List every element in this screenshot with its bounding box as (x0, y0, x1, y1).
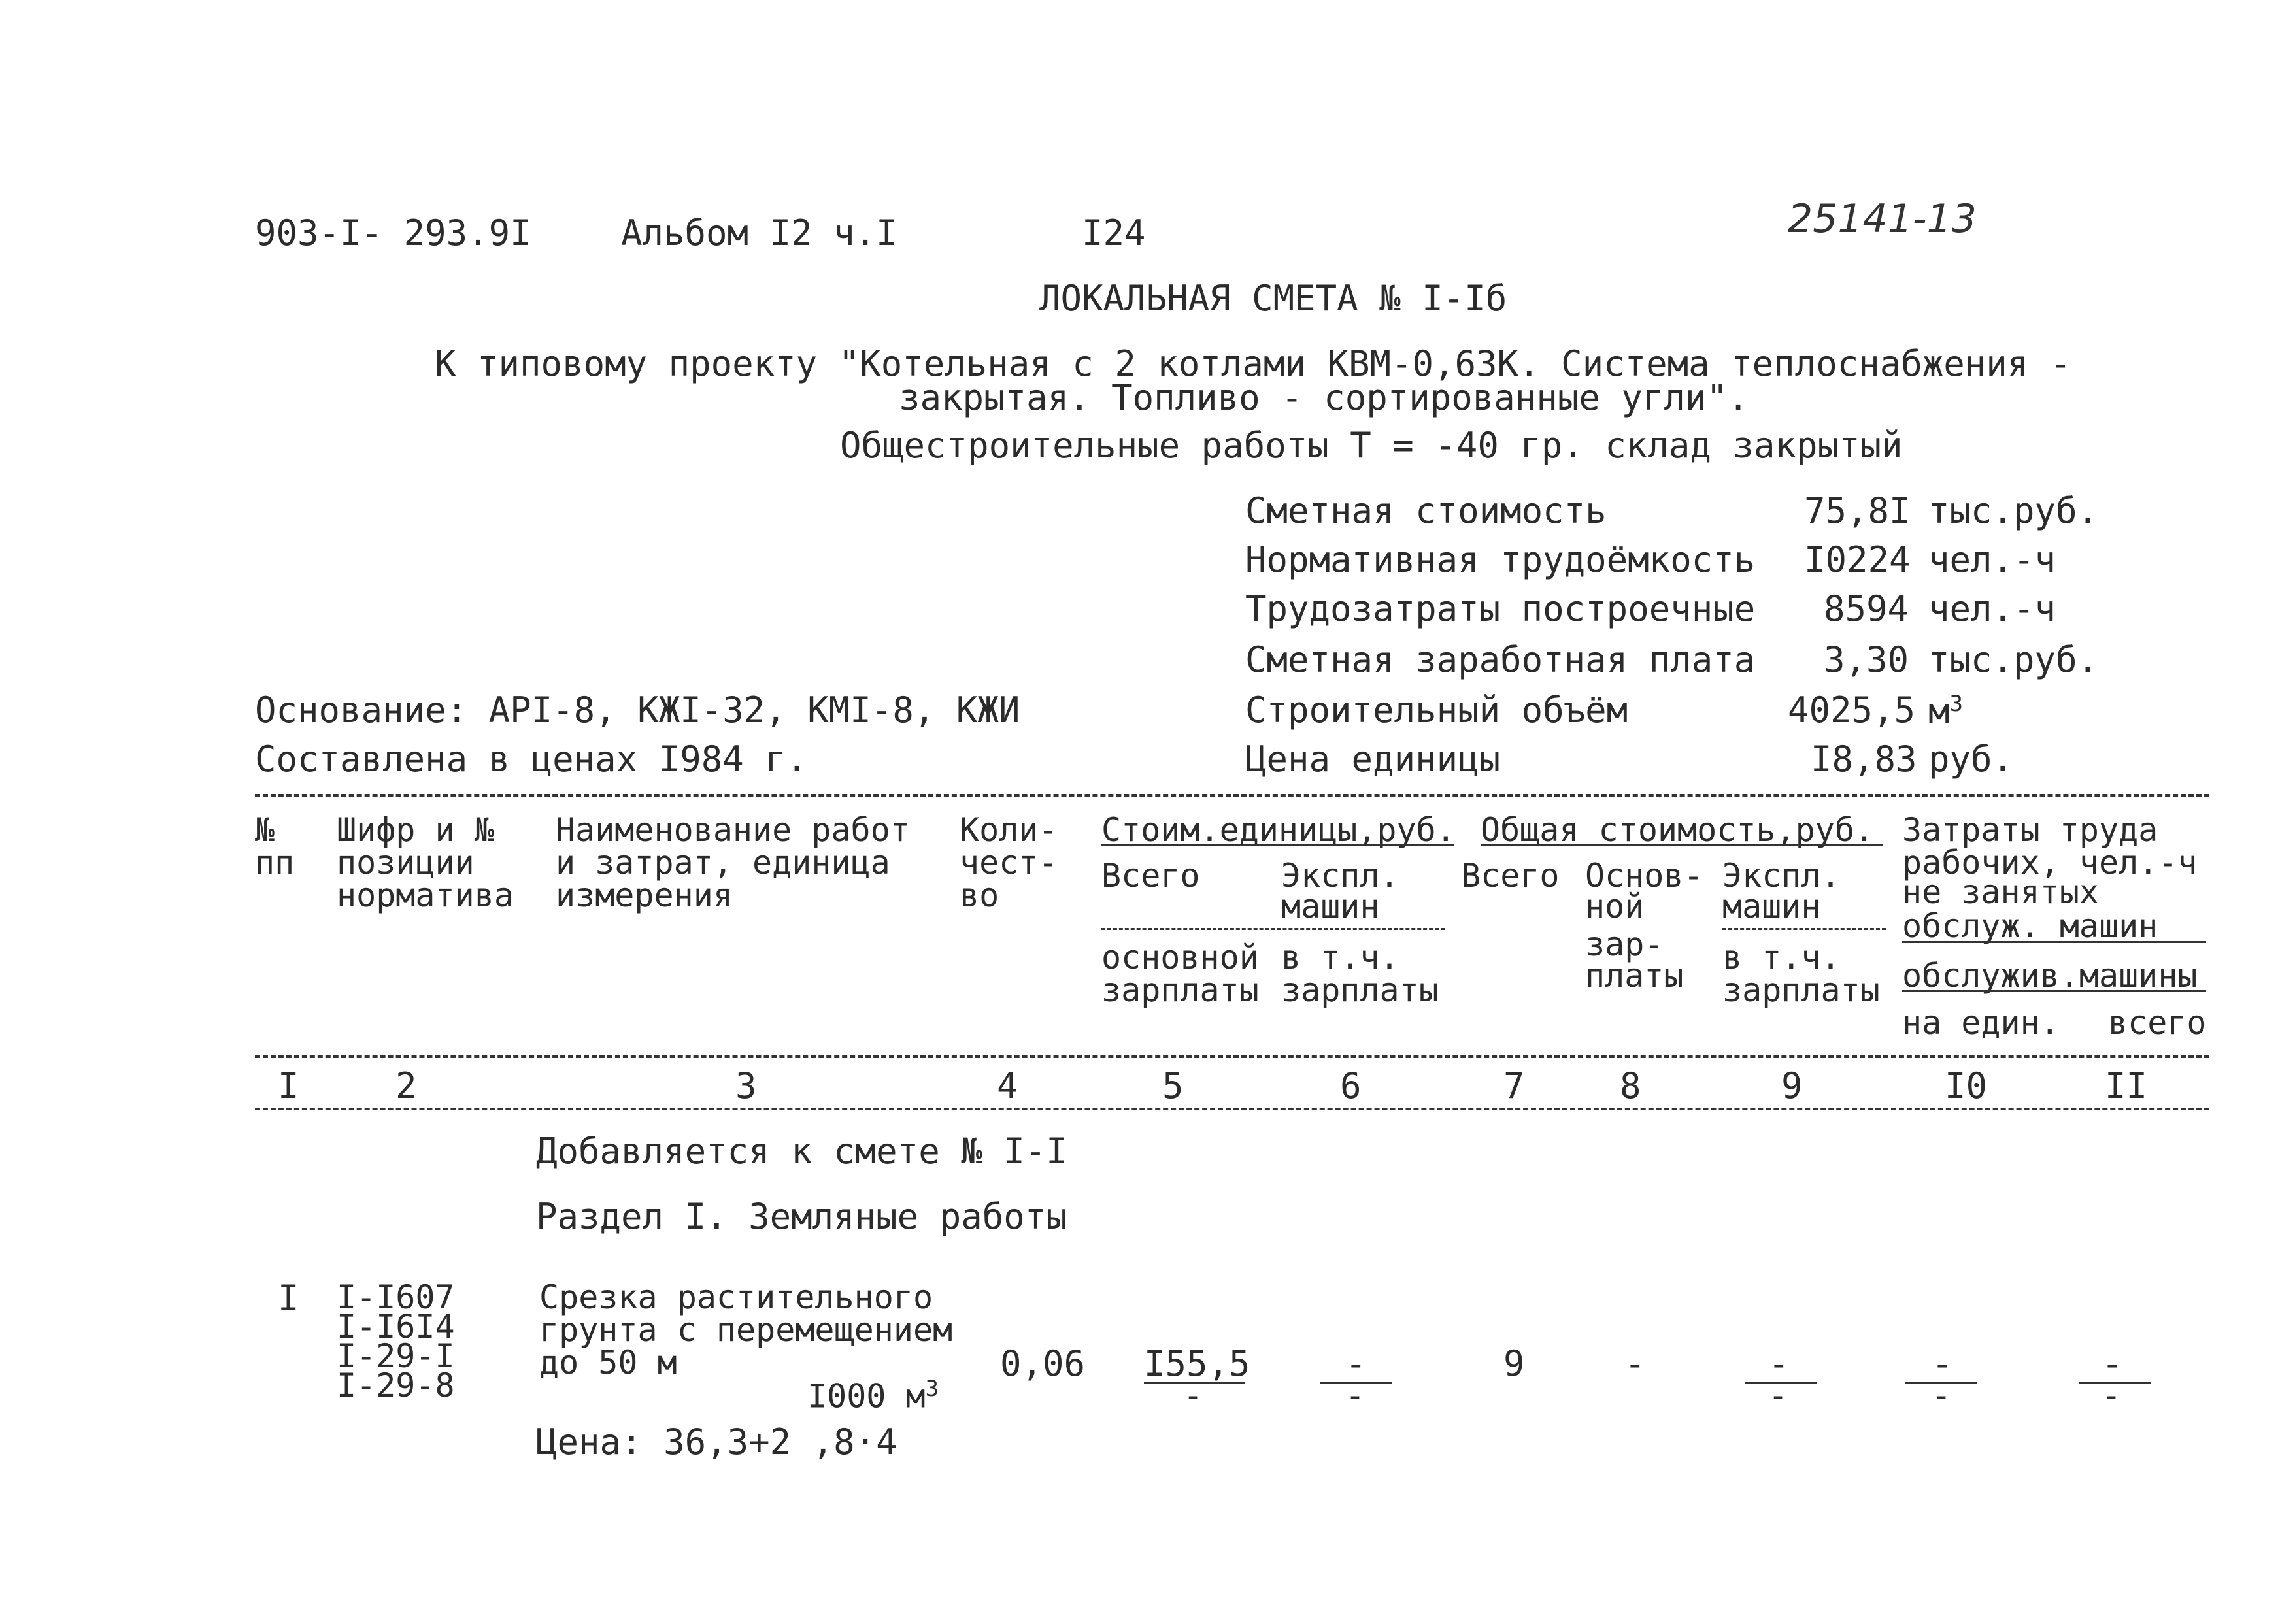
summary-unit: тыс.руб. (1928, 490, 2099, 531)
album-label: Альбом I2 ч.I (621, 212, 897, 254)
header-labor: Затраты труда (1902, 811, 2158, 849)
header-code: норматива (337, 876, 514, 914)
row-code: I-I607 (337, 1278, 455, 1316)
header-vtch: в т.ч. (1281, 938, 1399, 976)
row-name: до 50 м (539, 1344, 677, 1382)
row-code: I-I6I4 (337, 1308, 455, 1346)
row-price-note: Цена: 36,3+2 ,8·4 (536, 1421, 897, 1463)
header-vtch-total: зарплаты (1722, 971, 1880, 1009)
basis-text: Основание: АРI-8, КЖI-32, КМI-8, КЖИ (255, 689, 1020, 731)
summary-unit: чел.-ч (1928, 539, 2056, 580)
page-number: I24 (1082, 212, 1146, 254)
header-osnov: платы (1585, 957, 1684, 995)
row-number: I (278, 1278, 299, 1319)
column-number: II (2105, 1065, 2148, 1106)
row-col10-bottom: - (1932, 1376, 1952, 1414)
row-name: грунта с перемещением (539, 1311, 953, 1349)
header-qty: во (960, 876, 999, 914)
summary-unit: тыс.руб. (1928, 639, 2099, 680)
summary-unit: чел.-ч (1928, 588, 2056, 629)
header-vtch: зарплаты (1281, 971, 1439, 1009)
header-osnovnoy: основной (1101, 938, 1259, 976)
summary-label: Строительный объём (1245, 689, 1628, 731)
row-col10-top: - (1932, 1343, 1953, 1384)
row-col9-bottom: - (1768, 1376, 1788, 1414)
header-labor: рабочих, чел.-ч (1902, 844, 2198, 882)
section-title: Раздел I. Земляные работы (536, 1196, 1067, 1237)
header-ekspl: машин (1281, 887, 1380, 925)
column-number: I0 (1945, 1065, 1988, 1106)
column-number: 5 (1162, 1065, 1184, 1106)
header-vsego: Всего (1101, 857, 1200, 895)
column-number: 4 (997, 1065, 1018, 1106)
header-dash (1101, 928, 1445, 930)
added-note: Добавляется к смете № I-I (536, 1131, 1067, 1172)
document-code: 903-I- 293.9I (255, 212, 531, 254)
header-ekspl-total: машин (1722, 887, 1821, 925)
summary-unit: $м^3$ (1928, 691, 1963, 732)
header-code: Шифр и № (337, 811, 494, 849)
header-labor: обслуж. машин (1902, 907, 2158, 945)
header-na-edin: на един. (1902, 1004, 2060, 1042)
row-name: Срезка растительного (539, 1278, 933, 1316)
header-obsluzh: обслужив.машины (1902, 957, 2198, 995)
summary-label: Сметная заработная плата (1245, 639, 1756, 680)
header-ekspl: Экспл. (1281, 857, 1399, 895)
column-number: 8 (1620, 1065, 1641, 1106)
column-number: 7 (1503, 1065, 1525, 1106)
row-col5-top: I55,5 (1144, 1343, 1250, 1384)
column-number: 3 (735, 1065, 757, 1106)
column-number: 9 (1781, 1065, 1803, 1106)
summary-value: 75,8I (1804, 490, 1911, 531)
row-code: I-29-8 (337, 1367, 455, 1404)
summary-value: I0224 (1804, 539, 1911, 580)
prices-year-text: Составлена в ценах I984 г. (255, 738, 808, 780)
header-code: позиции (337, 844, 475, 882)
column-number: I (278, 1065, 299, 1106)
row-col9-top: - (1768, 1343, 1790, 1384)
header-name: Наименование работ (556, 811, 910, 849)
row-col5-bottom: - (1183, 1376, 1203, 1414)
header-name: измерения (556, 876, 733, 914)
header-name: и затрат, единица (556, 844, 890, 882)
summary-label: Цена единицы (1245, 738, 1501, 780)
column-numbers-top-rule (255, 1055, 2209, 1058)
project-line-3: Общестроительные работы Т = -40 гр. склад закрытый (840, 425, 1903, 466)
summary-label: Трудозатраты построечные (1245, 588, 1756, 629)
page-title: ЛОКАЛЬНАЯ СМЕТА № I-Iб (1039, 278, 1507, 319)
header-dash (1722, 928, 1886, 930)
header-num: № (255, 811, 275, 849)
header-vsego-total: Всего (1461, 857, 1560, 895)
header-qty: Коли- (960, 811, 1058, 849)
header-osnov: зар- (1585, 925, 1664, 963)
project-line-1: К типовому проекту "Котельная с 2 котлами КВМ-0,63К. Система теплоснабжения - (435, 343, 2071, 384)
row-quantity: 0,06 (1000, 1343, 1086, 1384)
row-col7: 9 (1503, 1343, 1525, 1384)
column-numbers-bottom-rule (255, 1108, 2209, 1110)
header-osnov: ной (1585, 887, 1645, 925)
header-vsego-labor: всего (2108, 1004, 2207, 1042)
row-unit: I000 $м^3$ (807, 1376, 939, 1416)
summary-unit: руб. (1928, 738, 2014, 780)
column-number: 2 (395, 1065, 417, 1106)
header-total-cost: Общая стоимость,руб. (1481, 811, 1875, 849)
summary-label: Нормативная трудоёмкость (1245, 539, 1756, 580)
header-underline (1902, 941, 2206, 943)
header-qty: чест- (960, 844, 1058, 882)
handwritten-number: 25141-13 (1788, 196, 1977, 242)
header-unit-cost: Стоим.единицы,руб. (1101, 811, 1456, 849)
header-underline (1902, 990, 2206, 992)
header-ekspl-total: Экспл. (1722, 857, 1841, 895)
header-osnovnoy: зарплаты (1101, 971, 1259, 1009)
row-col11-top: - (2102, 1343, 2123, 1384)
summary-label: Сметная стоимость (1245, 490, 1607, 531)
summary-value: 4025,5 (1788, 689, 1916, 731)
header-underline (1101, 844, 1454, 846)
row-col6-bottom: - (1345, 1376, 1365, 1414)
header-labor: не занятых (1902, 873, 2100, 911)
header-vtch-total: в т.ч. (1722, 938, 1841, 976)
row-col11-bottom: - (2102, 1376, 2122, 1414)
header-num: пп (255, 844, 295, 882)
summary-value: 3,30 (1824, 639, 1909, 680)
row-code: I-29-I (337, 1337, 455, 1375)
summary-value: I8,83 (1811, 738, 1917, 780)
project-line-2: закрытая. Топливо - сортированные угли". (899, 377, 1749, 418)
table-top-rule (255, 794, 2209, 797)
header-osnov: Основ- (1585, 857, 1703, 895)
row-col6-top: - (1345, 1343, 1367, 1384)
row-col8: - (1624, 1343, 1646, 1384)
summary-value: 8594 (1824, 588, 1909, 629)
header-underline (1481, 844, 1883, 846)
column-number: 6 (1340, 1065, 1362, 1106)
